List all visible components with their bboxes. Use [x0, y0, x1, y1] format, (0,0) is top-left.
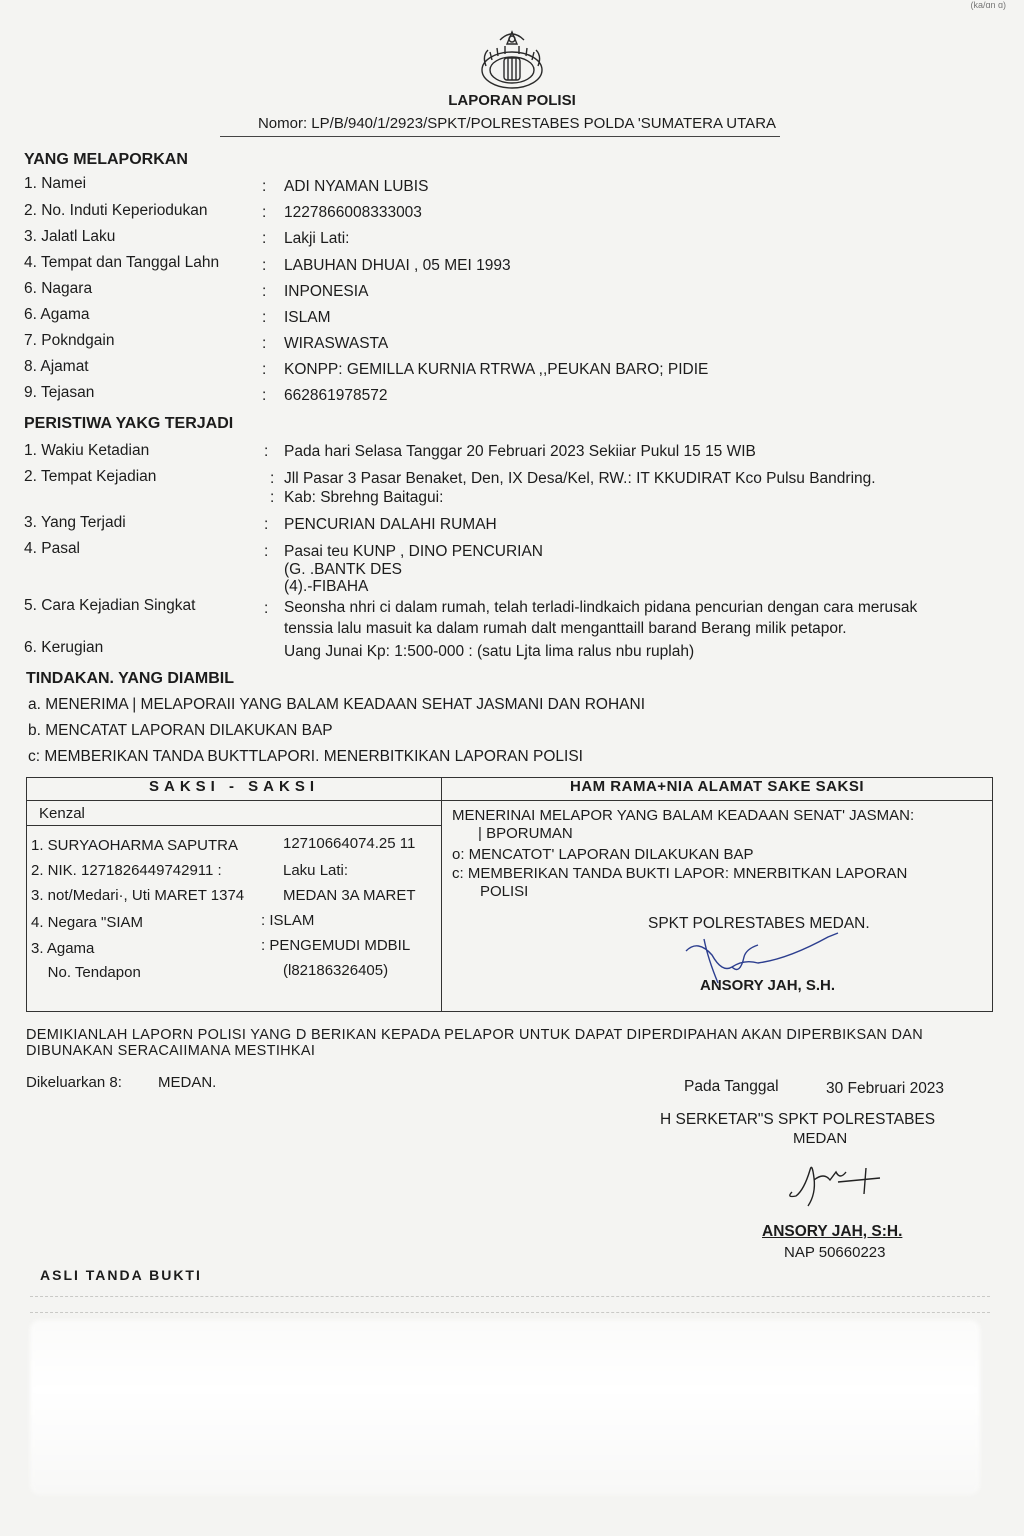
reporter-address: KONPP: GEMILLA KURNIA RTRWA ,,PEUKAN BARO; PIDIE [284, 361, 709, 378]
row-label: 6. Kerugian [24, 639, 104, 656]
divider [30, 1296, 990, 1297]
issued-place: MEDAN. [158, 1074, 217, 1091]
row-label: 6. Agama [24, 306, 90, 323]
incident-article-line2: (G. .BANTK DES [284, 561, 402, 578]
statement-line: DIBUNAKAN SERACAIIMANA MESTIHKAI [26, 1043, 316, 1059]
witness-unit: SPKT POLRESTABES MEDAN. [648, 915, 870, 932]
incident-summary: Seonsha nhri ci dalam rumah, telah terladi-lindkaich pidana pencurian dengan cara merusak [284, 599, 918, 616]
incident-summary-line2: tenssia lalu masuit ka dalam rumah dalt menganttaill barand Berang milik petapor. [284, 620, 847, 637]
row-label: 9. Tejasan [24, 384, 95, 401]
witness-row-value: MEDAN 3A MARET [283, 887, 416, 904]
row-colon: : [262, 335, 267, 352]
incident-section-title: PERISTIWA YAKG TERJADI [24, 415, 234, 432]
witness-row-value: : PENGEMUDI MDBIL [261, 937, 411, 954]
row-colon: : [262, 178, 267, 195]
witness-row-label: 1. SURYAOHARMA SAPUTRA [31, 837, 238, 854]
row-label: 7. Pokndgain [24, 332, 115, 349]
reporter-id-number: 1227866008333003 [284, 204, 422, 221]
row-label: 2. No. Induti Keperiodukan [24, 202, 208, 219]
row-label: 5. Cara Kejadian Singkat [24, 597, 196, 614]
witness-note-line: c: MEMBERIKAN TANDA BUKTI LAPOR: MNERBITKAN LAPORAN [452, 865, 908, 882]
corner-mark: (ka/ɑn ɑ) [970, 0, 1006, 10]
police-emblem-icon [474, 26, 550, 94]
row-label: 3. Jalatl Laku [24, 228, 116, 245]
number-underline [220, 136, 780, 137]
row-colon: : [262, 361, 267, 378]
reporter-nationality: INPONESIA [284, 283, 369, 300]
witness-signer: ANSORY JAH, S.H. [700, 977, 836, 994]
witness-note-line: POLISI [480, 883, 529, 900]
row-colon: : [270, 489, 275, 506]
witness-row-label: No. Tendapon [31, 964, 141, 981]
witness-note-line: o: MENCATOT' LAPORAN DILAKUKAN BAP [452, 846, 754, 863]
witness-row-value: (l82186326405) [283, 962, 389, 979]
date-value: 30 Februari 2023 [826, 1080, 945, 1097]
reporter-section-title: YANG MELAPORKAN [24, 151, 188, 168]
witness-header-right: HAM RAMA+NIA ALAMAT SAKE SAKSI [442, 778, 993, 801]
witness-table [26, 777, 993, 1012]
witness-row-label: 2. NIK. 1271826449742911 : [31, 862, 222, 879]
row-label: 3. Yang Terjadi [24, 514, 126, 531]
row-colon: : [262, 387, 267, 404]
witness-row-value: Laku Lati: [283, 862, 349, 879]
witness-row-value: : ISLAM [261, 912, 315, 929]
incident-loss: Uang Junai Kp: 1:500-000 : (satu Ljta lima ralus nbu ruplah) [284, 643, 695, 660]
witness-left-panel [27, 801, 442, 1012]
witness-note-line: | BPORUMAN [478, 825, 573, 842]
witness-note-line: MENERINAI MELAPOR YANG BALAM KEADAAN SENAT' JASMAN: [452, 807, 915, 824]
witness-row-label: 4. Negara "SIAM [31, 914, 144, 931]
witness-left-head: Kenzal [27, 803, 441, 826]
office-line: H SERKETAR"S SPKT POLRESTABES [660, 1111, 936, 1128]
action-item: c: MEMBERIKAN TANDA BUKTTLAPORI. MENERBITKIKAN LAPORAN POLISI [28, 748, 583, 765]
witness-right-panel [442, 801, 993, 1012]
witness-row-label: 3. not/Medari·, Uti MARET 1374 [31, 887, 245, 904]
reporter-phone: 662861978572 [284, 387, 388, 404]
row-label: 6. Nagara [24, 280, 93, 297]
reporter-gender: Lakji Lati: [284, 230, 350, 247]
incident-place: Jll Pasar 3 Pasar Benaket, Den, IX Desa/Kel, RW.: IT KKUDIRAT Kco Pulsu Bandring. [284, 470, 876, 487]
original-proof-label: ASLI TANDA BUKTI [40, 1267, 202, 1283]
witness-header-left: SAKSI - SAKSI [27, 778, 442, 801]
row-colon: : [264, 443, 269, 460]
incident-type: PENCURIAN DALAHI RUMAH [284, 516, 497, 533]
row-colon: : [270, 470, 275, 487]
witness-row-value: 12710664074.25 11 [283, 835, 416, 852]
row-label: 4. Tempat dan Tanggal Lahn [24, 254, 220, 271]
divider [30, 1312, 990, 1313]
statement-line: DEMIKIANLAH LAPORN POLISI YANG D BERIKAN KEPADA PELAPOR UNTUK DAPAT DIPERDIPAHAN AKAN DIPERBIKSAN DAN [26, 1027, 924, 1043]
reporter-birth: LABUHAN DHUAI , 05 MEI 1993 [284, 257, 511, 274]
row-colon: : [262, 309, 267, 326]
action-item: b. MENCATAT LAPORAN DILAKUKAN BAP [28, 722, 333, 739]
reporter-occupation: WIRASWASTA [284, 335, 389, 352]
row-colon: : [264, 543, 269, 560]
footer-signature-icon [780, 1150, 890, 1210]
row-label: 1. Namei [24, 175, 87, 192]
action-item: a. MENERIMA | MELAPORAII YANG BALAM KEADAAN SEHAT JASMANI DAN ROHANI [28, 696, 645, 713]
actions-section-title: TINDAKAN. YANG DIAMBIL [26, 670, 235, 687]
footer-signer-name: ANSORY JAH, S:H. [762, 1223, 903, 1240]
incident-place-line2: Kab: Sbrehng Baitagui: [284, 489, 444, 506]
row-label: 1. Wakiu Ketadian [24, 442, 150, 459]
row-label: 2. Tempat Kejadian [24, 468, 157, 485]
office-line: MEDAN [793, 1130, 848, 1147]
witness-row-label: 3. Agama [31, 940, 95, 957]
incident-article: Pasai teu KUNP , DINO PENCURIAN [284, 543, 543, 560]
footer-signer-nap: NAP 50660223 [784, 1244, 886, 1261]
reporter-name: ADI NYAMAN LUBIS [284, 178, 429, 195]
row-colon: : [262, 230, 267, 247]
date-label: Pada Tanggal [684, 1078, 779, 1095]
incident-article-line3: (4).-FIBAHA [284, 578, 369, 595]
row-colon: : [262, 204, 267, 221]
document-number: Nomor: LP/B/940/1/2923/SPKT/POLRESTABES POLDA 'SUMATERA UTARA [257, 115, 777, 132]
row-label: 8. Ajamat [24, 358, 89, 375]
row-colon: : [264, 600, 269, 617]
row-label: 4. Pasal [24, 540, 81, 557]
redacted-area [30, 1320, 980, 1495]
row-colon: : [262, 257, 267, 274]
reporter-religion: ISLAM [284, 309, 331, 326]
row-colon: : [262, 283, 267, 300]
incident-time: Pada hari Selasa Tanggar 20 Februari 2023 Sekiiar Pukul 15 15 WIB [284, 443, 756, 460]
row-colon: : [264, 516, 269, 533]
document-title: LAPORAN POLISI [448, 92, 576, 109]
issued-label: Dikeluarkan 8: [26, 1074, 122, 1091]
